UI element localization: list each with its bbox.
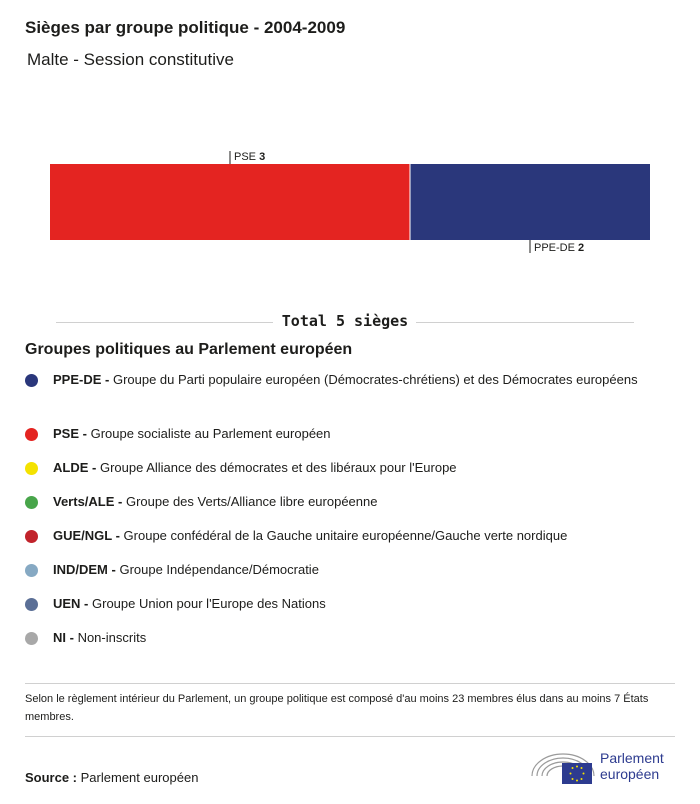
legend-swatch	[25, 374, 38, 387]
legend-item	[25, 459, 653, 477]
source-value: Parlement européen	[80, 770, 199, 785]
source-label: Source :	[25, 770, 78, 785]
legend-item	[25, 629, 653, 647]
total-seats	[56, 312, 634, 332]
legend-item	[25, 493, 653, 511]
legend-item	[25, 527, 653, 545]
legend-description: Groupe Union pour l'Europe des Nations	[88, 596, 326, 611]
legend-swatch	[25, 462, 38, 475]
legend-swatch	[25, 598, 38, 611]
hemicycle-flag-icon	[528, 744, 598, 786]
footnote: Selon le règlement intérieur du Parlement, un groupe politique est composé d'au moins 23 membres élus dans au moins 7 États membres.	[25, 693, 649, 723]
legend-abbr: GUE/NGL -	[53, 528, 120, 543]
bar-segment-ppe-de	[410, 164, 650, 240]
legend-description: Groupe socialiste au Parlement européen	[86, 426, 331, 441]
legend-swatch	[25, 496, 38, 509]
legend-abbr: IND/DEM -	[53, 562, 116, 577]
legend-swatch	[25, 632, 38, 645]
legend-item	[25, 595, 653, 613]
parliament-logo	[528, 744, 678, 786]
legend-swatch	[25, 530, 38, 543]
legend-title: Groupes politiques au Parlement européen	[25, 341, 353, 358]
legend-description: Non-inscrits	[73, 630, 147, 645]
divider-bottom	[25, 736, 675, 737]
legend-abbr: Verts/ALE -	[53, 494, 123, 509]
legend-abbr: PPE-DE -	[53, 372, 110, 387]
bar-label: PSE 3	[234, 151, 266, 163]
legend-abbr: PSE -	[53, 426, 87, 441]
bar-label: PPE-DE 2	[534, 242, 585, 254]
legend-abbr: ALDE -	[53, 460, 97, 475]
logo-line-2: européen	[600, 766, 660, 782]
logo-wordmark	[600, 750, 664, 782]
legend-item	[25, 425, 653, 443]
legend-description: Groupe des Verts/Alliance libre européenne	[122, 494, 378, 509]
chart-title: Sièges par groupe politique - 2004-2009	[25, 18, 346, 37]
divider-top	[25, 683, 675, 684]
legend-description: Groupe du Parti populaire européen (Démocrates-chrétiens) et des Démocrates européens	[109, 372, 638, 387]
seat-bar-chart	[0, 140, 700, 270]
legend-item	[25, 371, 653, 389]
legend-swatch	[25, 428, 38, 441]
legend-description: Groupe confédéral de la Gauche unitaire européenne/Gauche verte nordique	[119, 528, 568, 543]
total-seats-label: Total 5 sièges	[274, 312, 416, 330]
legend-abbr: NI -	[53, 630, 74, 645]
logo-line-1: Parlement	[600, 750, 664, 766]
bar-segment-pse	[50, 164, 410, 240]
source-line	[25, 770, 198, 785]
chart-subtitle: Malte - Session constitutive	[27, 50, 234, 69]
legend-item	[25, 561, 653, 579]
legend-description: Groupe Alliance des démocrates et des libéraux pour l'Europe	[96, 460, 457, 475]
legend-abbr: UEN -	[53, 596, 89, 611]
legend-description: Groupe Indépendance/Démocratie	[115, 562, 319, 577]
legend-swatch	[25, 564, 38, 577]
